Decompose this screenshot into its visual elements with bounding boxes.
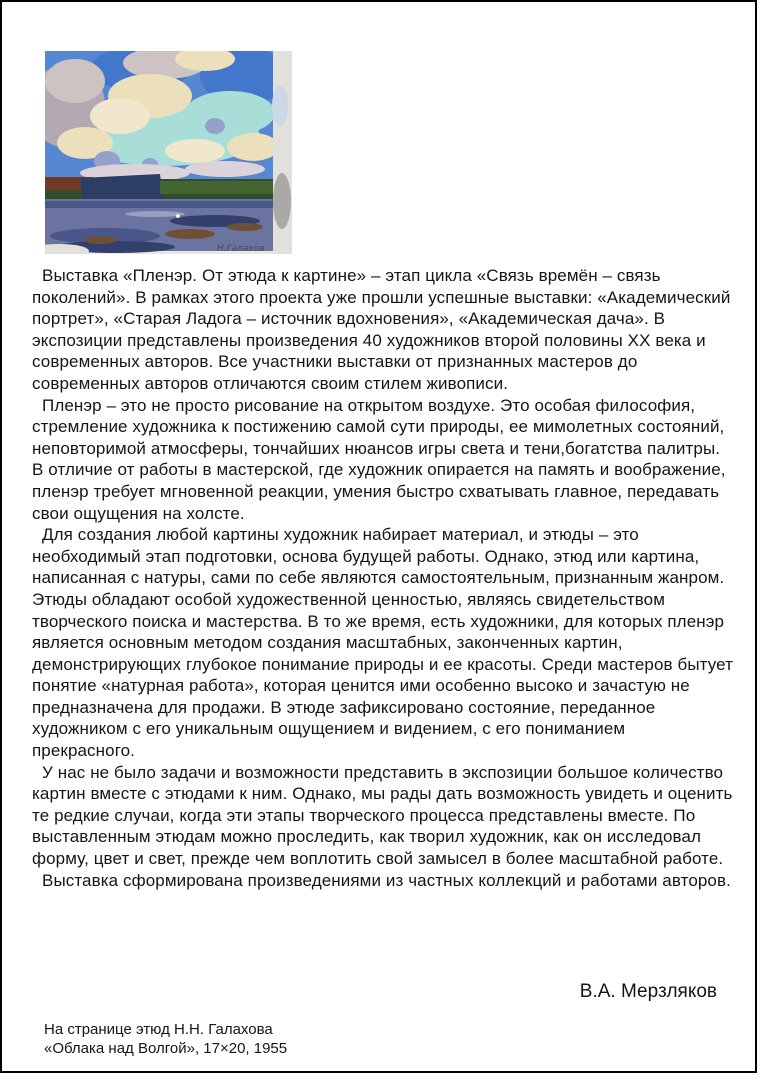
artwork-caption-line2: «Облака над Волгой», 17×20, 1955 xyxy=(44,1040,288,1057)
painting-artist-signature: Н.Галахов xyxy=(217,244,265,254)
artwork-caption xyxy=(44,1020,287,1058)
article-paragraph: Пленэр – это не просто рисование на открытом воздухе. Это особая философия, стремление художника к постижению самой сути природы, ее мимолетных состояний, неповторимой атмосферы, тончайших нюансов игры света и тени,богатства палитры. В отличие от работы в мастерской, где художник опирается на память и воображение, пленэр требует мгновенной реакции, умения быстро схватывать главное, передавать свои ощущения на холсте. xyxy=(32,395,726,523)
article-paragraph: Для создания любой картины художник набирает материал, и этюды – это необходимый этап подготовки, основа будущей работы. Однако, этюд или картина, написанная с натуры, сами по себе являются самостоятельным, признанным жанром. Этюды обладают особой художественной ценностью, являясь свидетельством творческого поиска и мастерства. В то же время, есть художники, для которых пленэр является основным методом создания масштабных, законченных картин, демонстрирующих глубокое понимание природы и ее красоты. Среди мастеров бытует понятие «натурная работа», которая ценится ими особенно высоко и зачастую не предназначена для продажи. В этюде зафиксировано состояние, переданное художником с его уникальным ощущением и видением, с его пониманием прекрасного. xyxy=(32,525,733,761)
author-signature: В.А. Мерзляков xyxy=(579,981,717,1002)
article-paragraph: Выставка «Пленэр. От этюда к картине» – этап цикла «Связь времён – связь поколений». В рамках этого проекта уже прошли успешные выставки: «Академический портрет», «Старая Ладога – источник вдохновения», «Академическая дача». В экспозиции представлены произведения 40 художников второй половины ХХ века и современных авторов. Все участники выставки от признанных мастеров до современных авторов отличаются своим стилем живописи. xyxy=(32,266,731,393)
article-paragraph: У нас не было задачи и возможности представить в экспозиции большое количество картин вместе с этюдами к ним. Однако, мы рады дать возможность увидеть и оценить те редкие случаи, когда эти этапы творческого процесса представлены вместе. По выставленным этюдам можно проследить, как творил художник, как он исследовал форму, цвет и свет, прежде чем воплотить свой замысел в более масштабной работе. xyxy=(32,762,733,869)
painting-image xyxy=(45,51,292,254)
artwork-caption-line1: На странице этюд Н.Н. Галахова xyxy=(44,1021,273,1038)
article-paragraph: Выставка сформирована произведениями из частных коллекций и работами авторов. xyxy=(42,870,731,890)
article-text xyxy=(32,265,733,891)
